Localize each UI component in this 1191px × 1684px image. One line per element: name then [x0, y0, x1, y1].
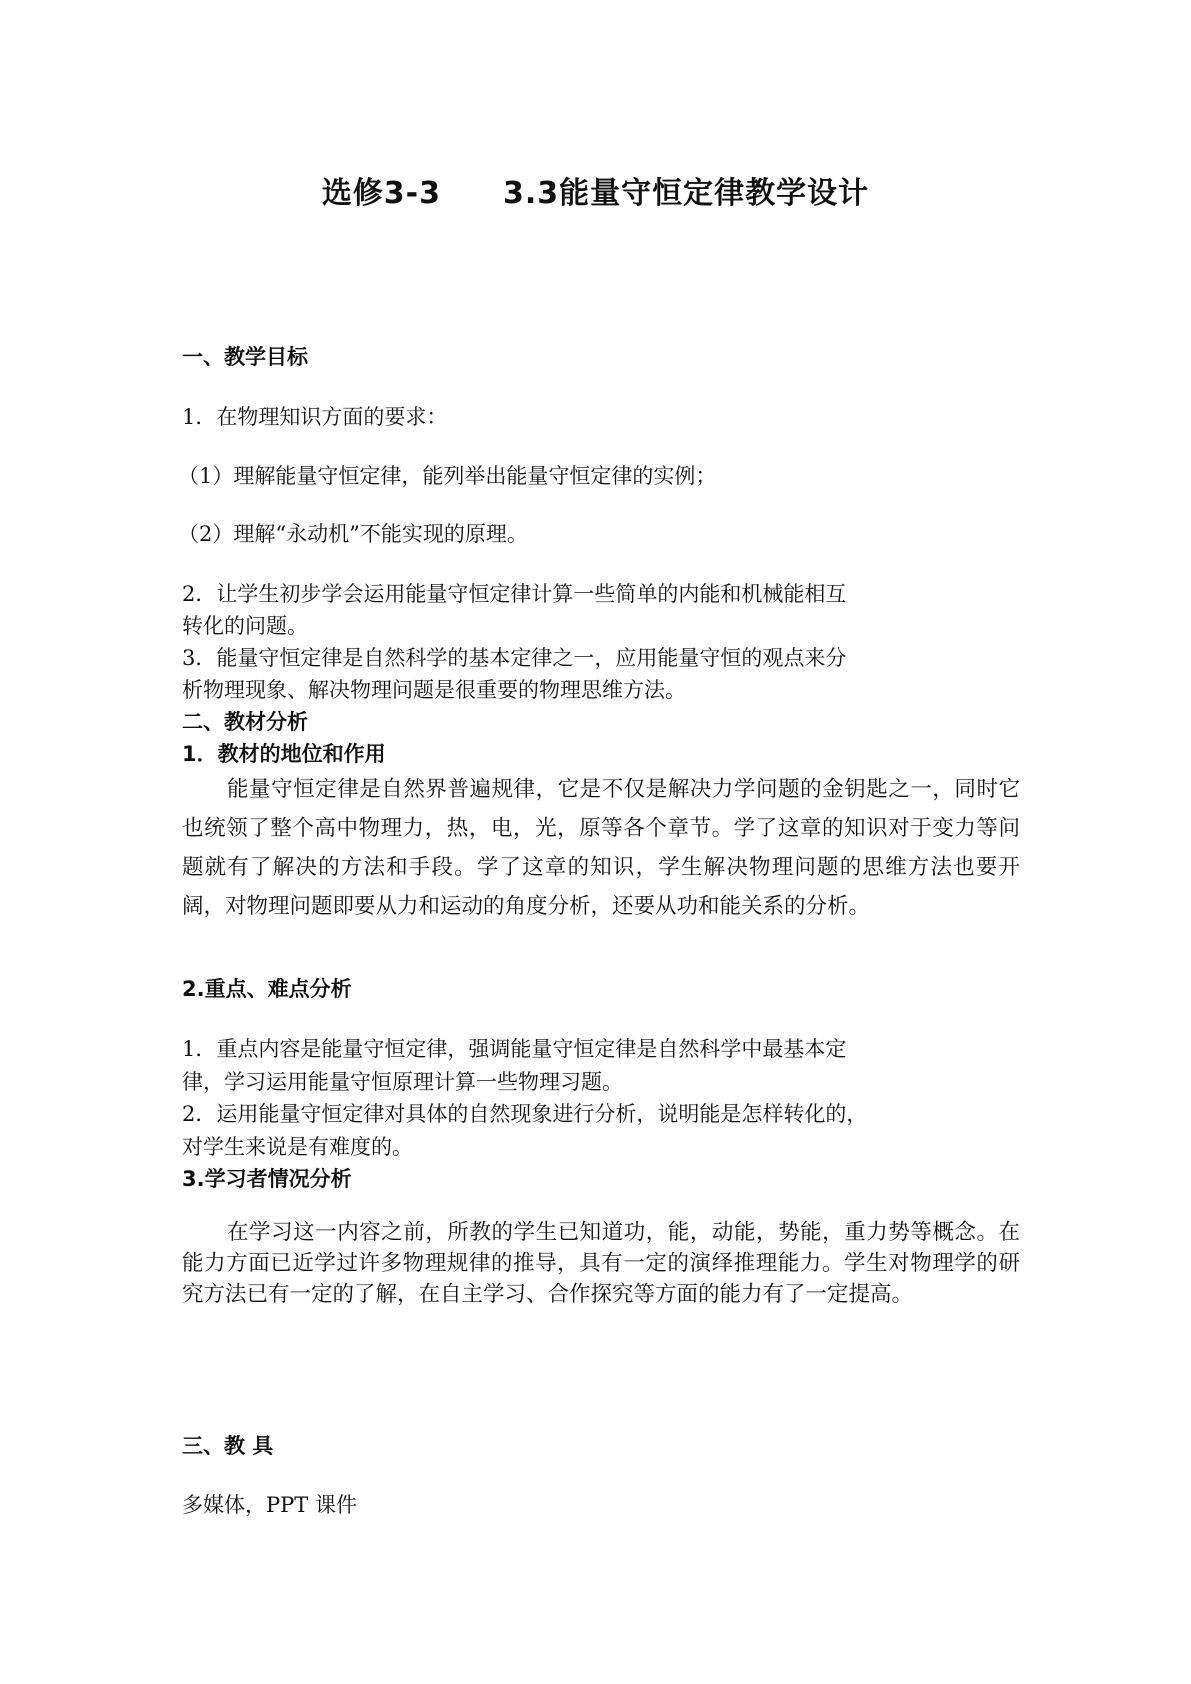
section2-sub1-heading: 1．教材的地位和作用	[182, 742, 386, 766]
section2-sub2-item2-line2: 对学生来说是有难度的。	[182, 1135, 413, 1159]
section2-sub2-item2-line1: 2．运用能量守恒定律对具体的自然现象进行分析，说明能是怎样转化的，	[182, 1102, 868, 1126]
section2-sub3-paragraph: 在学习这一内容之前，所教的学生已知道功，能，动能，势能，重力势等概念。在能力方面已近学过许多物理规律的推导，具有一定的演绎推理能力。学生对物理学的研究方法已有一定的了解，在自主学习、合作探究等方面的能力有了一定提高。	[182, 1220, 1020, 1307]
title-course: 选修3-3	[321, 176, 442, 211]
section1-item3-line2: 析物理现象、解决物理问题是很重要的物理思维方法。	[182, 678, 686, 702]
section2-sub2-heading: 2.重点、难点分析	[182, 977, 352, 1001]
section3-text: 多媒体，PPT 课件	[182, 1493, 357, 1517]
section1-item2-line1: 2．让学生初步学会运用能量守恒定律计算一些简单的内能和机械能相互	[182, 582, 847, 606]
title-lesson: 3.3能量守恒定律教学设计	[503, 176, 870, 211]
section3-heading: 三、教 具	[182, 1434, 274, 1458]
section1-item3-line1: 3．能量守恒定律是自然科学的基本定律之一，应用能量守恒的观点来分	[182, 646, 847, 670]
section2-sub3-heading: 3.学习者情况分析	[182, 1167, 352, 1191]
section2-sub2-item1-line1: 1．重点内容是能量守恒定律，强调能量守恒定律是自然科学中最基本定	[182, 1037, 847, 1061]
section2-heading: 二、教材分析	[182, 710, 308, 734]
section1-item1: 1．在物理知识方面的要求：	[182, 405, 448, 429]
section1-sub1: （1）理解能量守恒定律，能列举出能量守恒定律的实例；	[178, 464, 717, 488]
section1-heading: 一、教学目标	[182, 345, 308, 369]
section1-sub2: （2）理解“永动机”不能实现的原理。	[178, 522, 528, 546]
section1-item2-line2: 转化的问题。	[182, 614, 308, 638]
section2-sub1-paragraph: 能量守恒定律是自然界普遍规律，它是不仅是解决力学问题的金钥匙之一，同时它也统领了整个高中物理力，热，电，光，原等各个章节。学了这章的知识对于变力等问题就有了解决的方法和手段。学了这章的知识，学生解决物理问题的思维方法也要开阔，对物理问题即要从力和运动的角度分析，还要从功和能关系的分析。	[182, 777, 1020, 919]
page-title	[0, 168, 1191, 212]
section2-sub2-item1-line2: 律，学习运用能量守恒原理计算一些物理习题。	[182, 1070, 623, 1094]
